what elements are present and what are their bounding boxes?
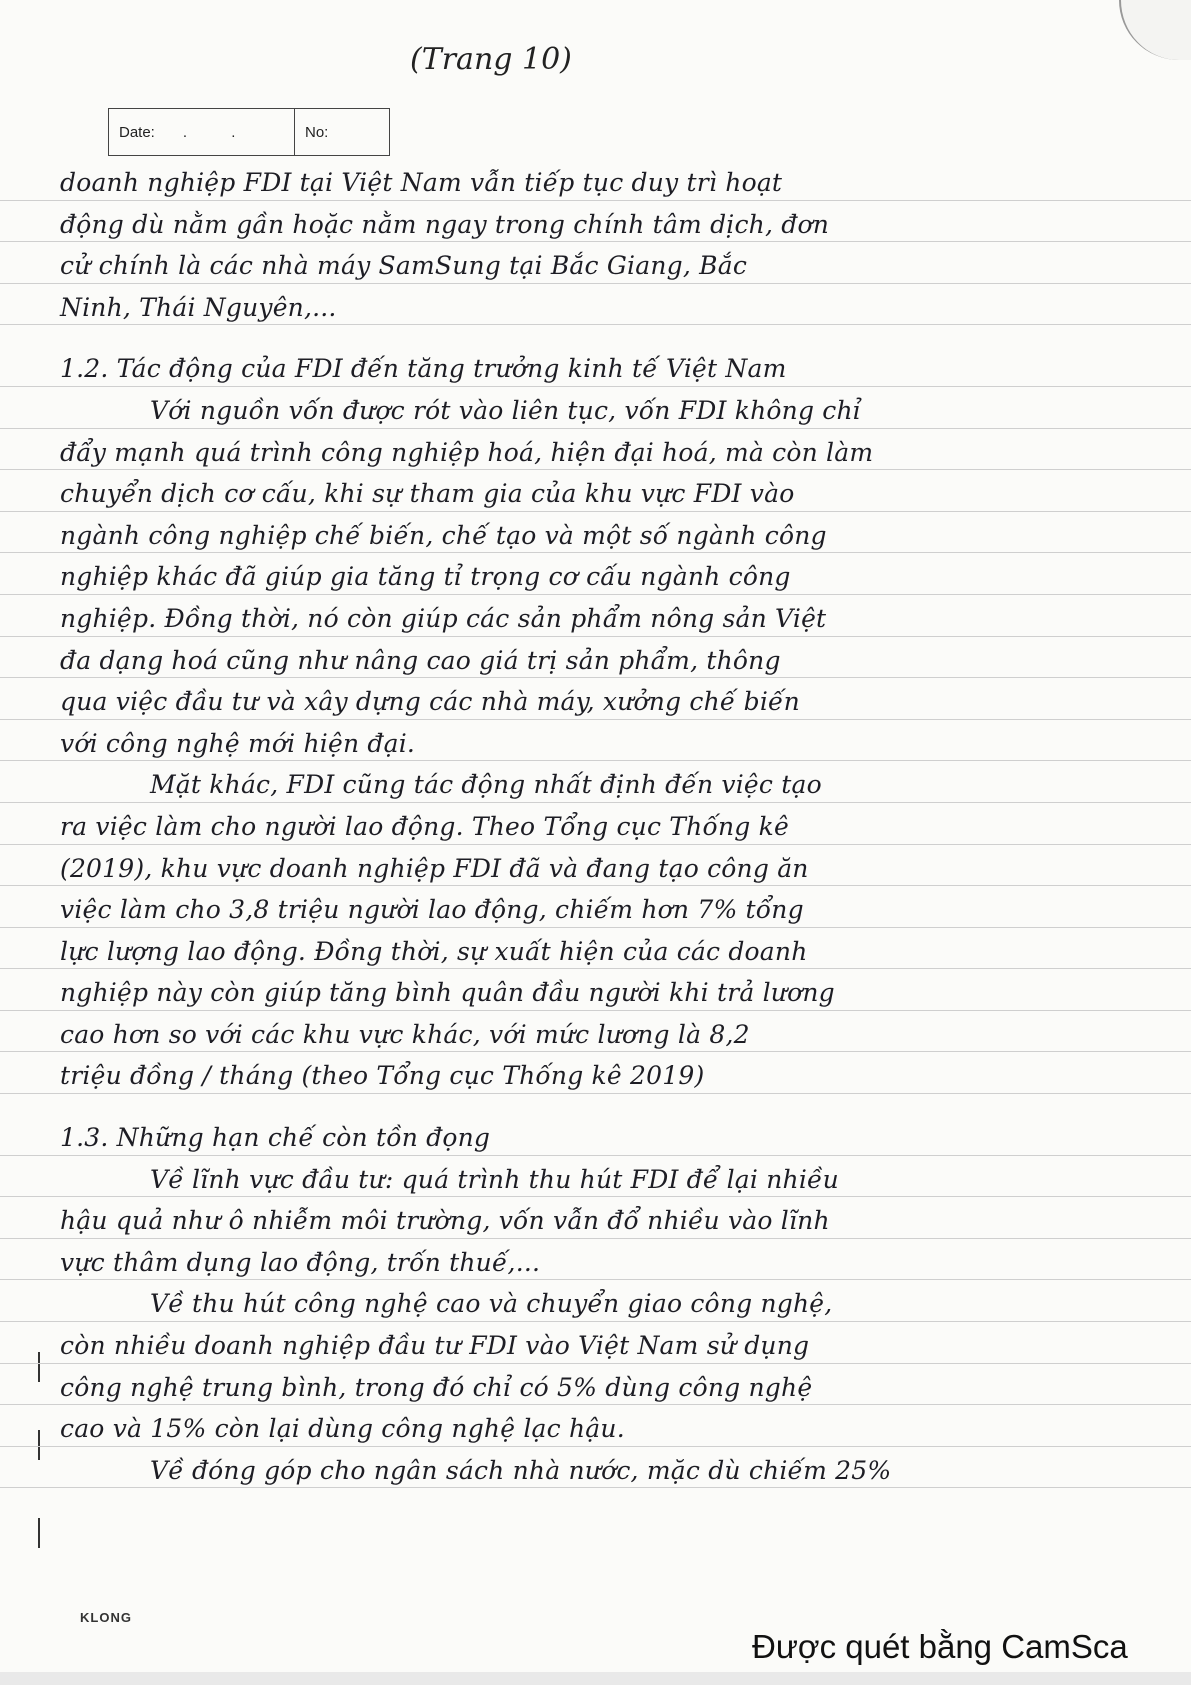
text-line: chuyển dịch cơ cấu, khi sự tham gia của khu vực FDI vào xyxy=(60,479,795,509)
ruled-line xyxy=(0,1051,1191,1052)
text-line: đẩy mạnh quá trình công nghiệp hoá, hiện đại hoá, mà còn làm xyxy=(60,437,874,467)
text-line: công nghệ trung bình, trong đó chỉ có 5% dùng công nghệ xyxy=(60,1372,813,1402)
ruled-line xyxy=(0,511,1191,512)
ruled-line xyxy=(0,1010,1191,1011)
ruled-line xyxy=(0,386,1191,387)
ruled-line xyxy=(0,1404,1191,1405)
handwritten-text xyxy=(60,162,1140,1491)
ruled-line xyxy=(0,1321,1191,1322)
section-1-2 xyxy=(60,348,1140,1097)
text-line: qua việc đầu tư và xây dựng các nhà máy, xưởng chế biến xyxy=(60,687,800,717)
text-line: cao hơn so với các khu vực khác, với mức lương là 8,2 xyxy=(60,1019,750,1049)
date-label: Date: xyxy=(119,123,155,141)
text-line: Về đóng góp cho ngân sách nhà nước, mặc dù chiếm 25% xyxy=(150,1455,892,1485)
ruled-line xyxy=(0,1279,1191,1280)
text-line: động dù nằm gần hoặc nằm ngay trong chính tâm dịch, đơn xyxy=(60,209,830,239)
ruled-line xyxy=(0,1093,1191,1094)
text-line: triệu đồng / tháng (theo Tổng cục Thống kê 2019) xyxy=(60,1061,705,1091)
text-line: Với nguồn vốn được rót vào liên tục, vốn FDI không chỉ xyxy=(150,395,861,425)
notebook-brand-logo: KLONG xyxy=(80,1610,132,1625)
ruled-line xyxy=(0,469,1191,470)
ruled-line xyxy=(0,1196,1191,1197)
text-line: lực lượng lao động. Đồng thời, sự xuất hiện của các doanh xyxy=(60,936,808,966)
date-dots: . . xyxy=(182,123,256,141)
text-line: ra việc làm cho người lao động. Theo Tổng cục Thống kê xyxy=(60,811,789,841)
text-line: nghiệp này còn giúp tăng bình quân đầu người khi trả lương xyxy=(60,978,835,1008)
text-line: nghiệp khác đã giúp gia tăng tỉ trọng cơ cấu ngành công xyxy=(60,562,791,592)
ruled-line xyxy=(0,324,1191,325)
text-line: doanh nghiệp FDI tại Việt Nam vẫn tiếp tục duy trì hoạt xyxy=(60,168,783,197)
page-corner-fold xyxy=(1119,0,1191,60)
paragraph-intro xyxy=(60,162,1140,328)
text-line: còn nhiều doanh nghiệp đầu tư FDI vào Việt Nam sử dụng xyxy=(60,1331,810,1361)
ruled-line xyxy=(0,844,1191,845)
margin-mark xyxy=(38,1352,40,1382)
ruled-line xyxy=(0,1487,1191,1488)
ruled-line xyxy=(0,1446,1191,1447)
text-line: nghiệp. Đồng thời, nó còn giúp các sản phẩm nông sản Việt xyxy=(60,603,827,633)
margin-mark xyxy=(38,1430,40,1460)
ruled-line xyxy=(0,594,1191,595)
ruled-line xyxy=(0,283,1191,284)
ruled-line xyxy=(0,636,1191,637)
section-1-3 xyxy=(60,1117,1140,1491)
ruled-line xyxy=(0,1238,1191,1239)
ruled-line xyxy=(0,885,1191,886)
text-line: Về lĩnh vực đầu tư: quá trình thu hút FDI để lại nhiều xyxy=(150,1164,839,1194)
text-line: Ninh, Thái Nguyên,... xyxy=(60,292,337,322)
margin-mark xyxy=(38,1518,40,1548)
text-line: cao và 15% còn lại dùng công nghệ lạc hậu. xyxy=(60,1414,625,1444)
ruled-line xyxy=(0,968,1191,969)
ruled-line xyxy=(0,719,1191,720)
text-line: vực thâm dụng lao động, trốn thuế,... xyxy=(60,1247,541,1277)
text-line: Mặt khác, FDI cũng tác động nhất định đến việc tạo xyxy=(150,770,822,800)
ruled-line xyxy=(0,428,1191,429)
ruled-line xyxy=(0,552,1191,553)
number-cell xyxy=(295,109,328,155)
ruled-line xyxy=(0,200,1191,201)
text-line: cử chính là các nhà máy SamSung tại Bắc Giang, Bắc xyxy=(60,251,748,281)
ruled-line xyxy=(0,1363,1191,1364)
ruled-line xyxy=(0,677,1191,678)
date-number-box xyxy=(108,108,390,156)
ruled-line xyxy=(0,802,1191,803)
text-line: Về thu hút công nghệ cao và chuyển giao công nghệ, xyxy=(150,1289,833,1319)
ruled-line xyxy=(0,1155,1191,1156)
text-line: (2019), khu vực doanh nghiệp FDI đã và đang tạo công ăn xyxy=(60,853,809,883)
ruled-line xyxy=(0,241,1191,242)
text-line: ngành công nghiệp chế biến, chế tạo và một số ngành công xyxy=(60,520,827,550)
date-cell xyxy=(109,109,295,155)
page-title: (Trang 10) xyxy=(410,42,572,77)
page-bottom-edge xyxy=(0,1672,1191,1685)
scan-watermark: Được quét bằng CamSca xyxy=(752,1628,1128,1665)
text-line: đa dạng hoá cũng như nâng cao giá trị sản phẩm, thông xyxy=(60,645,781,675)
section-heading: 1.2. Tác động của FDI đến tăng trưởng kinh tế Việt Nam xyxy=(60,354,787,384)
text-line: việc làm cho 3,8 triệu người lao động, chiếm hơn 7% tổng xyxy=(60,895,804,925)
text-line: hậu quả như ô nhiễm môi trường, vốn vẫn đổ nhiều vào lĩnh xyxy=(60,1206,830,1236)
text-line: với công nghệ mới hiện đại. xyxy=(60,728,416,758)
section-heading: 1.3. Những hạn chế còn tồn đọng xyxy=(60,1123,491,1153)
number-label: No: xyxy=(305,123,329,141)
ruled-line xyxy=(0,927,1191,928)
ruled-line xyxy=(0,760,1191,761)
